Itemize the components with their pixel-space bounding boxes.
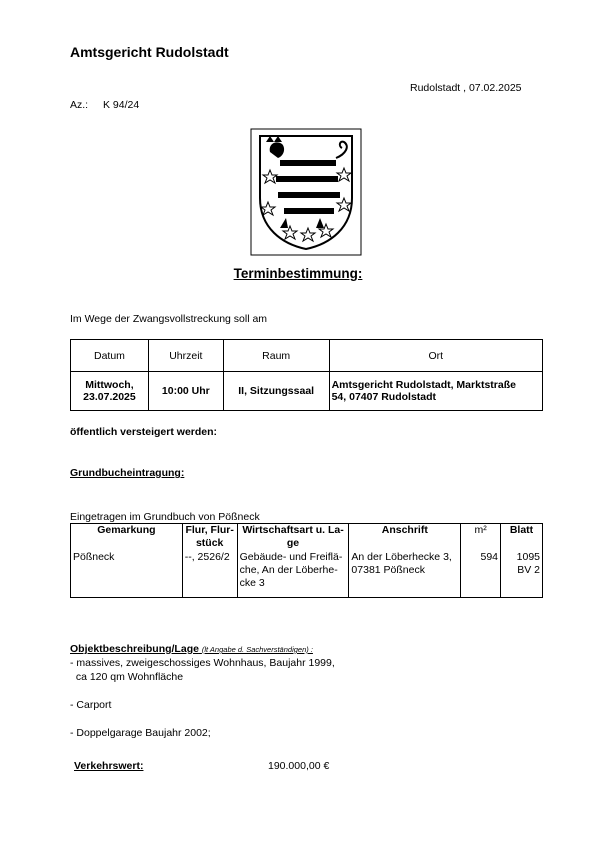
usage-line-3: cke 3 — [239, 577, 265, 589]
place-line-1: Amtsgericht Rudolstadt, Marktstraße — [331, 379, 516, 391]
place-line-2: 54, 07407 Rudolstadt — [331, 391, 437, 403]
auction-text: öffentlich versteigert werden: — [70, 426, 218, 438]
cell-gemarkung: Pößneck — [71, 551, 183, 598]
appointment-time: 10:00 Uhr — [148, 372, 223, 411]
header-room: Raum — [223, 340, 329, 372]
appointment-place — [329, 372, 542, 411]
usage-line-2: che, An der Löberhe- — [239, 564, 338, 576]
table-row — [71, 551, 543, 598]
table-header-row — [71, 524, 543, 552]
header-date: Datum — [71, 340, 149, 372]
header-time: Uhrzeit — [148, 340, 223, 372]
sheet-line-2: BV 2 — [517, 564, 540, 576]
address-line-2: 07381 Pößneck — [351, 564, 425, 576]
object-line-4: - Doppelgarage Baujahr 2002; — [70, 727, 211, 739]
header-address: Anschrift — [349, 524, 461, 552]
cell-address — [349, 551, 461, 598]
cell-usage — [237, 551, 349, 598]
date-weekday: Mittwoch, — [85, 379, 134, 391]
object-line-1: - massives, zweigeschossiges Wohnhaus, Baujahr 1999, — [70, 657, 335, 669]
cell-sheet — [501, 551, 543, 598]
cell-area: 594 — [461, 551, 501, 598]
header-usage-line-1: Wirtschaftsart u. La- — [242, 524, 344, 536]
table-row — [71, 372, 543, 411]
intro-text: Im Wege der Zwangsvollstreckung soll am — [70, 313, 268, 325]
header-gemarkung: Gemarkung — [71, 524, 183, 552]
place-date: Rudolstadt , 07.02.2025 — [410, 82, 522, 94]
court-name: Amtsgericht Rudolstadt — [70, 44, 229, 60]
land-register-heading: Grundbucheintragung: — [70, 467, 185, 479]
usage-line-1: Gebäude- und Freiflä- — [239, 551, 343, 563]
address-line-1: An der Löberhecke 3, — [351, 551, 452, 563]
object-line-2: ca 120 qm Wohnfläche — [70, 671, 184, 683]
file-number: K 94/24 — [103, 99, 140, 111]
appointment-room: II, Sitzungssaal — [223, 372, 329, 411]
header-flur-line-1: Flur, Flur- — [185, 524, 234, 536]
object-heading-text: Objektbeschreibung/Lage — [70, 643, 199, 655]
header-usage-line-2: ge — [286, 537, 300, 549]
object-line-3: - Carport — [70, 699, 112, 711]
cell-flur: --, 2526/2 — [182, 551, 237, 598]
header-flur — [182, 524, 237, 552]
coat-of-arms-icon — [250, 128, 362, 256]
header-area: m² — [461, 524, 501, 552]
appointment-date — [71, 372, 149, 411]
land-register-source: Eingetragen im Grundbuch von Pößneck — [70, 511, 260, 523]
object-heading-note: (lt Angabe d. Sachverständigen) : — [201, 645, 313, 654]
file-number-label: Az.: — [70, 99, 89, 111]
market-value: 190.000,00 € — [268, 760, 330, 772]
land-register-table — [70, 523, 543, 598]
header-sheet: Blatt — [501, 524, 543, 552]
market-value-label: Verkehrswert: — [74, 760, 144, 772]
header-usage — [237, 524, 349, 552]
page-title: Terminbestimmung: — [233, 266, 363, 281]
object-description-heading — [70, 643, 313, 655]
header-flur-line-2: stück — [195, 537, 224, 549]
header-place: Ort — [329, 340, 542, 372]
appointment-table — [70, 339, 543, 411]
table-header-row — [71, 340, 543, 372]
sheet-line-1: 1095 — [516, 551, 540, 563]
date-value: 23.07.2025 — [83, 391, 136, 403]
